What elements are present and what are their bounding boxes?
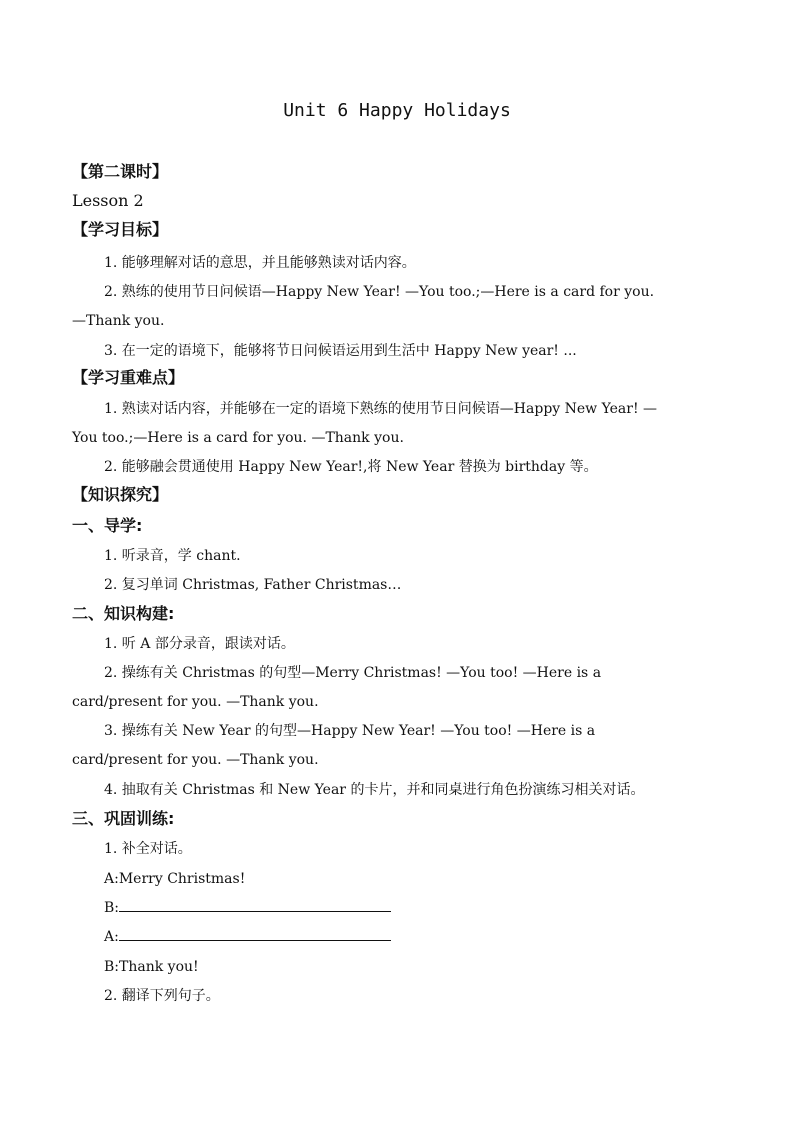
build-item-continued: card/present for you. —Thank you. [72,752,319,768]
build-item: 1. 听 A 部分录音，跟读对话。 [104,636,295,652]
goals-heading: 【学习目标】 [72,220,169,239]
dialog-line-b-blank [104,898,391,918]
section-heading-guide: 一、导学: [72,516,143,535]
dialog-speaker-a: A: [104,929,119,945]
build-item-continued: card/present for you. —Thank you. [72,694,319,710]
practice-item: 1. 补全对话。 [104,841,192,857]
section-heading-build: 二、知识构建: [72,604,175,623]
section-heading-practice: 三、巩固训练: [72,809,175,828]
goal-item: 1. 能够理解对话的意思，并且能够熟读对话内容。 [104,255,416,271]
explore-heading: 【知识探究】 [72,485,169,504]
build-item: 4. 抽取有关 Christmas 和 New Year 的卡片，并和同桌进行角色扮演练习相关对话。 [104,782,645,798]
keypoint-item: 1. 熟读对话内容，并能够在一定的语境下熟练的使用节日问候语—Happy New Year! — [104,401,658,417]
build-item: 2. 操练有关 Christmas 的句型—Merry Christmas! —You too! —Here is a [104,665,602,681]
answer-blank[interactable] [119,899,391,912]
dialog-line-b: B:Thank you! [104,959,199,975]
keypoint-item: 2. 能够融会贯通使用 Happy New Year!,将 New Year 替换为 birthday 等。 [104,459,598,475]
build-item: 3. 操练有关 New Year 的句型—Happy New Year! —You too! —Here is a [104,723,596,739]
document-title: Unit 6 Happy Holidays [283,100,511,121]
guide-item: 2. 复习单词 Christmas, Father Christmas… [104,577,402,593]
session-label: 【第二课时】 [72,162,169,181]
dialog-line-a-blank [104,927,391,947]
goal-item-continued: —Thank you. [72,313,165,329]
dialog-speaker-b: B: [104,900,120,916]
goal-item: 2. 熟练的使用节日问候语—Happy New Year! —You too.;—Here is a card for you. [104,284,655,300]
keypoints-heading: 【学习重难点】 [72,368,185,387]
keypoint-item-continued: You too.;—Here is a card for you. —Thank you. [72,430,404,446]
lesson-label: Lesson 2 [72,191,144,210]
guide-item: 1. 听录音，学 chant. [104,548,241,564]
practice-item: 2. 翻译下列句子。 [104,988,220,1004]
answer-blank[interactable] [119,928,391,941]
goal-item: 3. 在一定的语境下，能够将节日问候语运用到生活中 Happy New year! ... [104,343,577,359]
dialog-line-a: A:Merry Christmas! [104,871,246,887]
